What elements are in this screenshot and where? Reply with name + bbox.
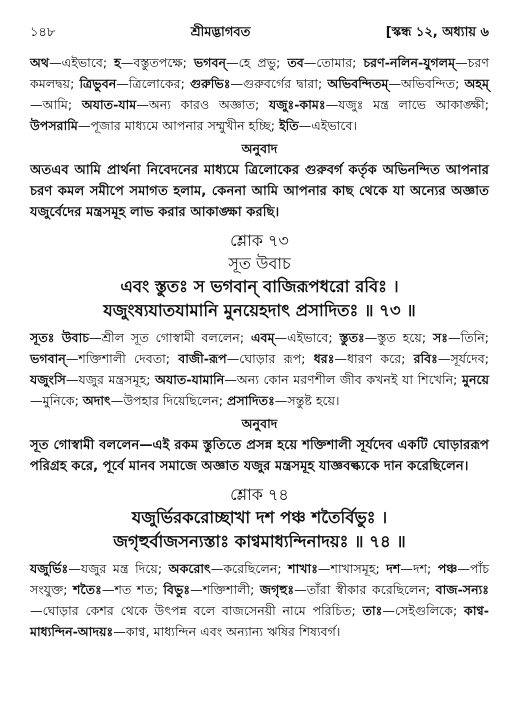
synonym-meaning: —ত্রিলোকের; — [116, 76, 190, 91]
synonym-meaning: —তিনি; — [448, 330, 490, 345]
verse-line: এবং স্তুতঃ স ভগবান্ বাজিরূপধরো রবিঃ । — [120, 277, 399, 296]
synonym-meaning: —ঘোড়ার কেশর থেকে উৎপন্ন বলে বাজসেনয়ী নামে পরিচিত; — [30, 603, 363, 618]
synonyms-verse-73 — [30, 327, 489, 411]
synonym-meaning: —বস্তুতপক্ষে; — [120, 55, 194, 70]
synonym-word: ভগবান্ — [30, 351, 66, 366]
synonym-meaning: —গুরুবর্গের দ্বারা; — [230, 76, 328, 91]
synonym-word: তাঃ — [362, 603, 383, 618]
synonyms-verse-72 — [30, 52, 489, 136]
synonym-meaning: —যজুর মন্ত্র দিয়ে; — [68, 561, 169, 576]
synonym-meaning: —এইভাবে; — [274, 330, 340, 345]
synonym-meaning: —শাখাসমূহ; — [317, 561, 387, 576]
synonym-word: চরণ-নলিন-যুগলম্ — [363, 55, 456, 70]
synonym-meaning: —তোমার; — [303, 55, 364, 70]
synonym-word: বিভুঃ — [163, 582, 191, 597]
synonym-word: গুরুভিঃ — [189, 76, 231, 91]
synonym-meaning: —সেইগুলিকে; — [382, 603, 465, 618]
page-number: ১৪৮ — [30, 25, 56, 40]
synonym-word: এবম্ — [250, 330, 275, 345]
synonym-word: ভগবন্ — [193, 55, 227, 70]
translation-heading: অনুবাদ — [241, 141, 278, 156]
synonym-word: যজুর্ভিঃ — [30, 561, 69, 576]
translation-verse-72: অতএব আমি প্রার্থনা নিবেদনের মাধ্যমে ত্রিলোকের গুরুবর্গ কর্তৃক অভিনন্দিত আপনার চরণ কমল সমীপে সমাগত হলাম, কেননা আমি আপনার কাছ থেকে যা অন্যের অজ্ঞাত যজুর্বেদের মন্ত্রসমূহ লাভ করার আকাঙ্ক্ষা করছি। — [30, 163, 489, 220]
synonym-meaning: —ঘোড়ার রূপ; — [226, 351, 314, 366]
synonym-meaning: —এইভাবে। — [298, 118, 358, 133]
synonym-meaning: —করেছিলেন; — [210, 561, 289, 576]
synonym-meaning: —আমি; — [30, 97, 82, 112]
synonym-meaning: —কাণ্ব, মাধ্যন্দিন এবং অন্যান্য ঋষির শিষ্যবর্গ। — [113, 624, 341, 639]
synonym-word: ইতি — [279, 118, 299, 133]
synonym-meaning: —শক্তিশালী; — [190, 582, 260, 597]
synonym-word: ধরঃ — [313, 351, 335, 366]
translation-verse-73: সূত গোস্বামী বললেন—এই রকম স্তুতিতে প্রসন্ন হয়ে শক্তিশালী সূর্যদেব একটি ঘোড়াররূপ পরিগ্রহ করে, পূর্বে মানব সমাজে অজ্ঞাত যজুর মন্ত্রসমূহ যাজ্ঞবল্ক্যকে দান করেছিলেন। — [30, 438, 489, 474]
book-title: শ্রীমদ্ভাগবত — [190, 25, 251, 40]
synonym-meaning: —উপহার দিয়েছিলেন; — [110, 393, 228, 408]
synonym-meaning: —চরণ কমলদ্বয়; — [30, 55, 490, 91]
synonym-meaning: —অভিবন্দিত; — [388, 76, 465, 91]
synonym-word: কাণ্ব-মাধ্যন্দিন-আদয়ঃ — [30, 603, 489, 639]
synonym-word: পঞ্চ — [437, 561, 458, 576]
synonym-meaning: —যজুঃ মন্ত্র লাভে আকাঙ্ক্ষী; — [325, 97, 489, 112]
synonym-word: সূতঃ উবাচ — [30, 330, 90, 345]
synonym-word: শতৈঃ — [72, 582, 102, 597]
synonym-meaning: —দশ; — [400, 561, 438, 576]
synonym-meaning: —সূর্যদেব; — [437, 351, 489, 366]
verse-line: যজুংষ্যযাতযামানি মুনয়েহদাৎ প্রসাদিতঃ ॥ ৭৩ ॥ — [103, 301, 416, 320]
synonym-meaning: —স্তুত হয়ে; — [364, 330, 433, 345]
verse-speaker: সূত উবাচ — [228, 254, 291, 273]
synonym-meaning: —পাঁচ সংযুক্ত; — [30, 561, 489, 597]
verse-line: যজুর্ভিরকরোচ্ছাখা দশ পঞ্চ শতৈর্বিভুঃ । — [131, 508, 388, 527]
synonym-word: ত্রিভুবন — [79, 76, 117, 91]
synonym-word: দশ — [386, 561, 401, 576]
synonym-meaning: —এইভাবে; — [49, 55, 115, 70]
synonym-word: অযাত-যাম — [81, 97, 137, 112]
synonym-word: প্রসাদিতঃ — [227, 393, 275, 408]
verse-number: শ্লোক ৭৪ — [230, 485, 289, 504]
translation-heading: অনুবাদ — [241, 416, 278, 431]
synonym-word: মুনয়ে — [462, 372, 490, 387]
synonym-meaning: —মুনিকে; — [30, 393, 83, 408]
synonym-word: সঃ — [432, 330, 449, 345]
synonym-meaning: —অন্য কারও অজ্ঞাত; — [136, 97, 269, 112]
synonym-word: অথ — [30, 55, 50, 70]
synonym-word: অকরোৎ — [168, 561, 211, 576]
synonym-meaning: —শক্তিশালী দেবতা; — [65, 351, 179, 366]
synonym-meaning: —শ্রীল সূত গোস্বামী বললেন; — [89, 330, 251, 345]
synonym-meaning: —অন্য কোন মরণশীল জীব কখনই যা শিখেনি; — [224, 372, 463, 387]
verse-number: শ্লোক ৭৩ — [230, 231, 289, 250]
synonym-meaning: —হে প্রভু; — [226, 55, 288, 70]
synonym-word: অযাত-যামানি — [155, 372, 225, 387]
synonym-meaning: —পূজার মাধ্যমে আপনার সম্মুখীন হচ্ছি; — [77, 118, 280, 133]
synonyms-verse-74 — [30, 558, 489, 642]
chapter-location: [স্কন্ধ ১২, অধ্যায় ৬ — [385, 25, 489, 40]
synonym-word: অভিবন্দিতম্ — [327, 76, 389, 91]
synonym-meaning: —তাঁরা স্বীকার করেছিলেন; — [294, 582, 436, 597]
synonym-meaning: —সন্তুষ্ট হয়ে। — [274, 393, 340, 408]
page-header — [30, 24, 489, 42]
synonym-word: হ — [114, 55, 121, 70]
synonym-word: জগৃহুঃ — [259, 582, 295, 597]
synonym-meaning: —যজুর মন্ত্রসমূহ; — [65, 372, 156, 387]
synonym-word: স্তুতঃ — [339, 330, 365, 345]
synonym-meaning: —ধারণ করে; — [334, 351, 414, 366]
synonym-word: অদাৎ — [82, 393, 111, 408]
synonym-word: বাজ-সন্যঃ — [435, 582, 489, 597]
synonym-word: বাজী-রূপ — [178, 351, 227, 366]
synonym-word: উপসরামি — [30, 118, 78, 133]
synonym-word: যজুঃ-কামঃ — [268, 97, 326, 112]
synonym-meaning: —শত শত; — [101, 582, 164, 597]
verse-line: জগৃহুর্বাজসন্যস্তাঃ কাণ্বমাধ্যন্দিনাদয়ঃ ॥ ৭৪ ॥ — [113, 532, 406, 551]
synonym-word: শাখাঃ — [288, 561, 318, 576]
synonym-word: তব — [287, 55, 304, 70]
synonym-word: অহম্ — [464, 76, 489, 91]
synonym-word: যজুংসি — [30, 372, 66, 387]
synonym-word: রবিঃ — [413, 351, 438, 366]
